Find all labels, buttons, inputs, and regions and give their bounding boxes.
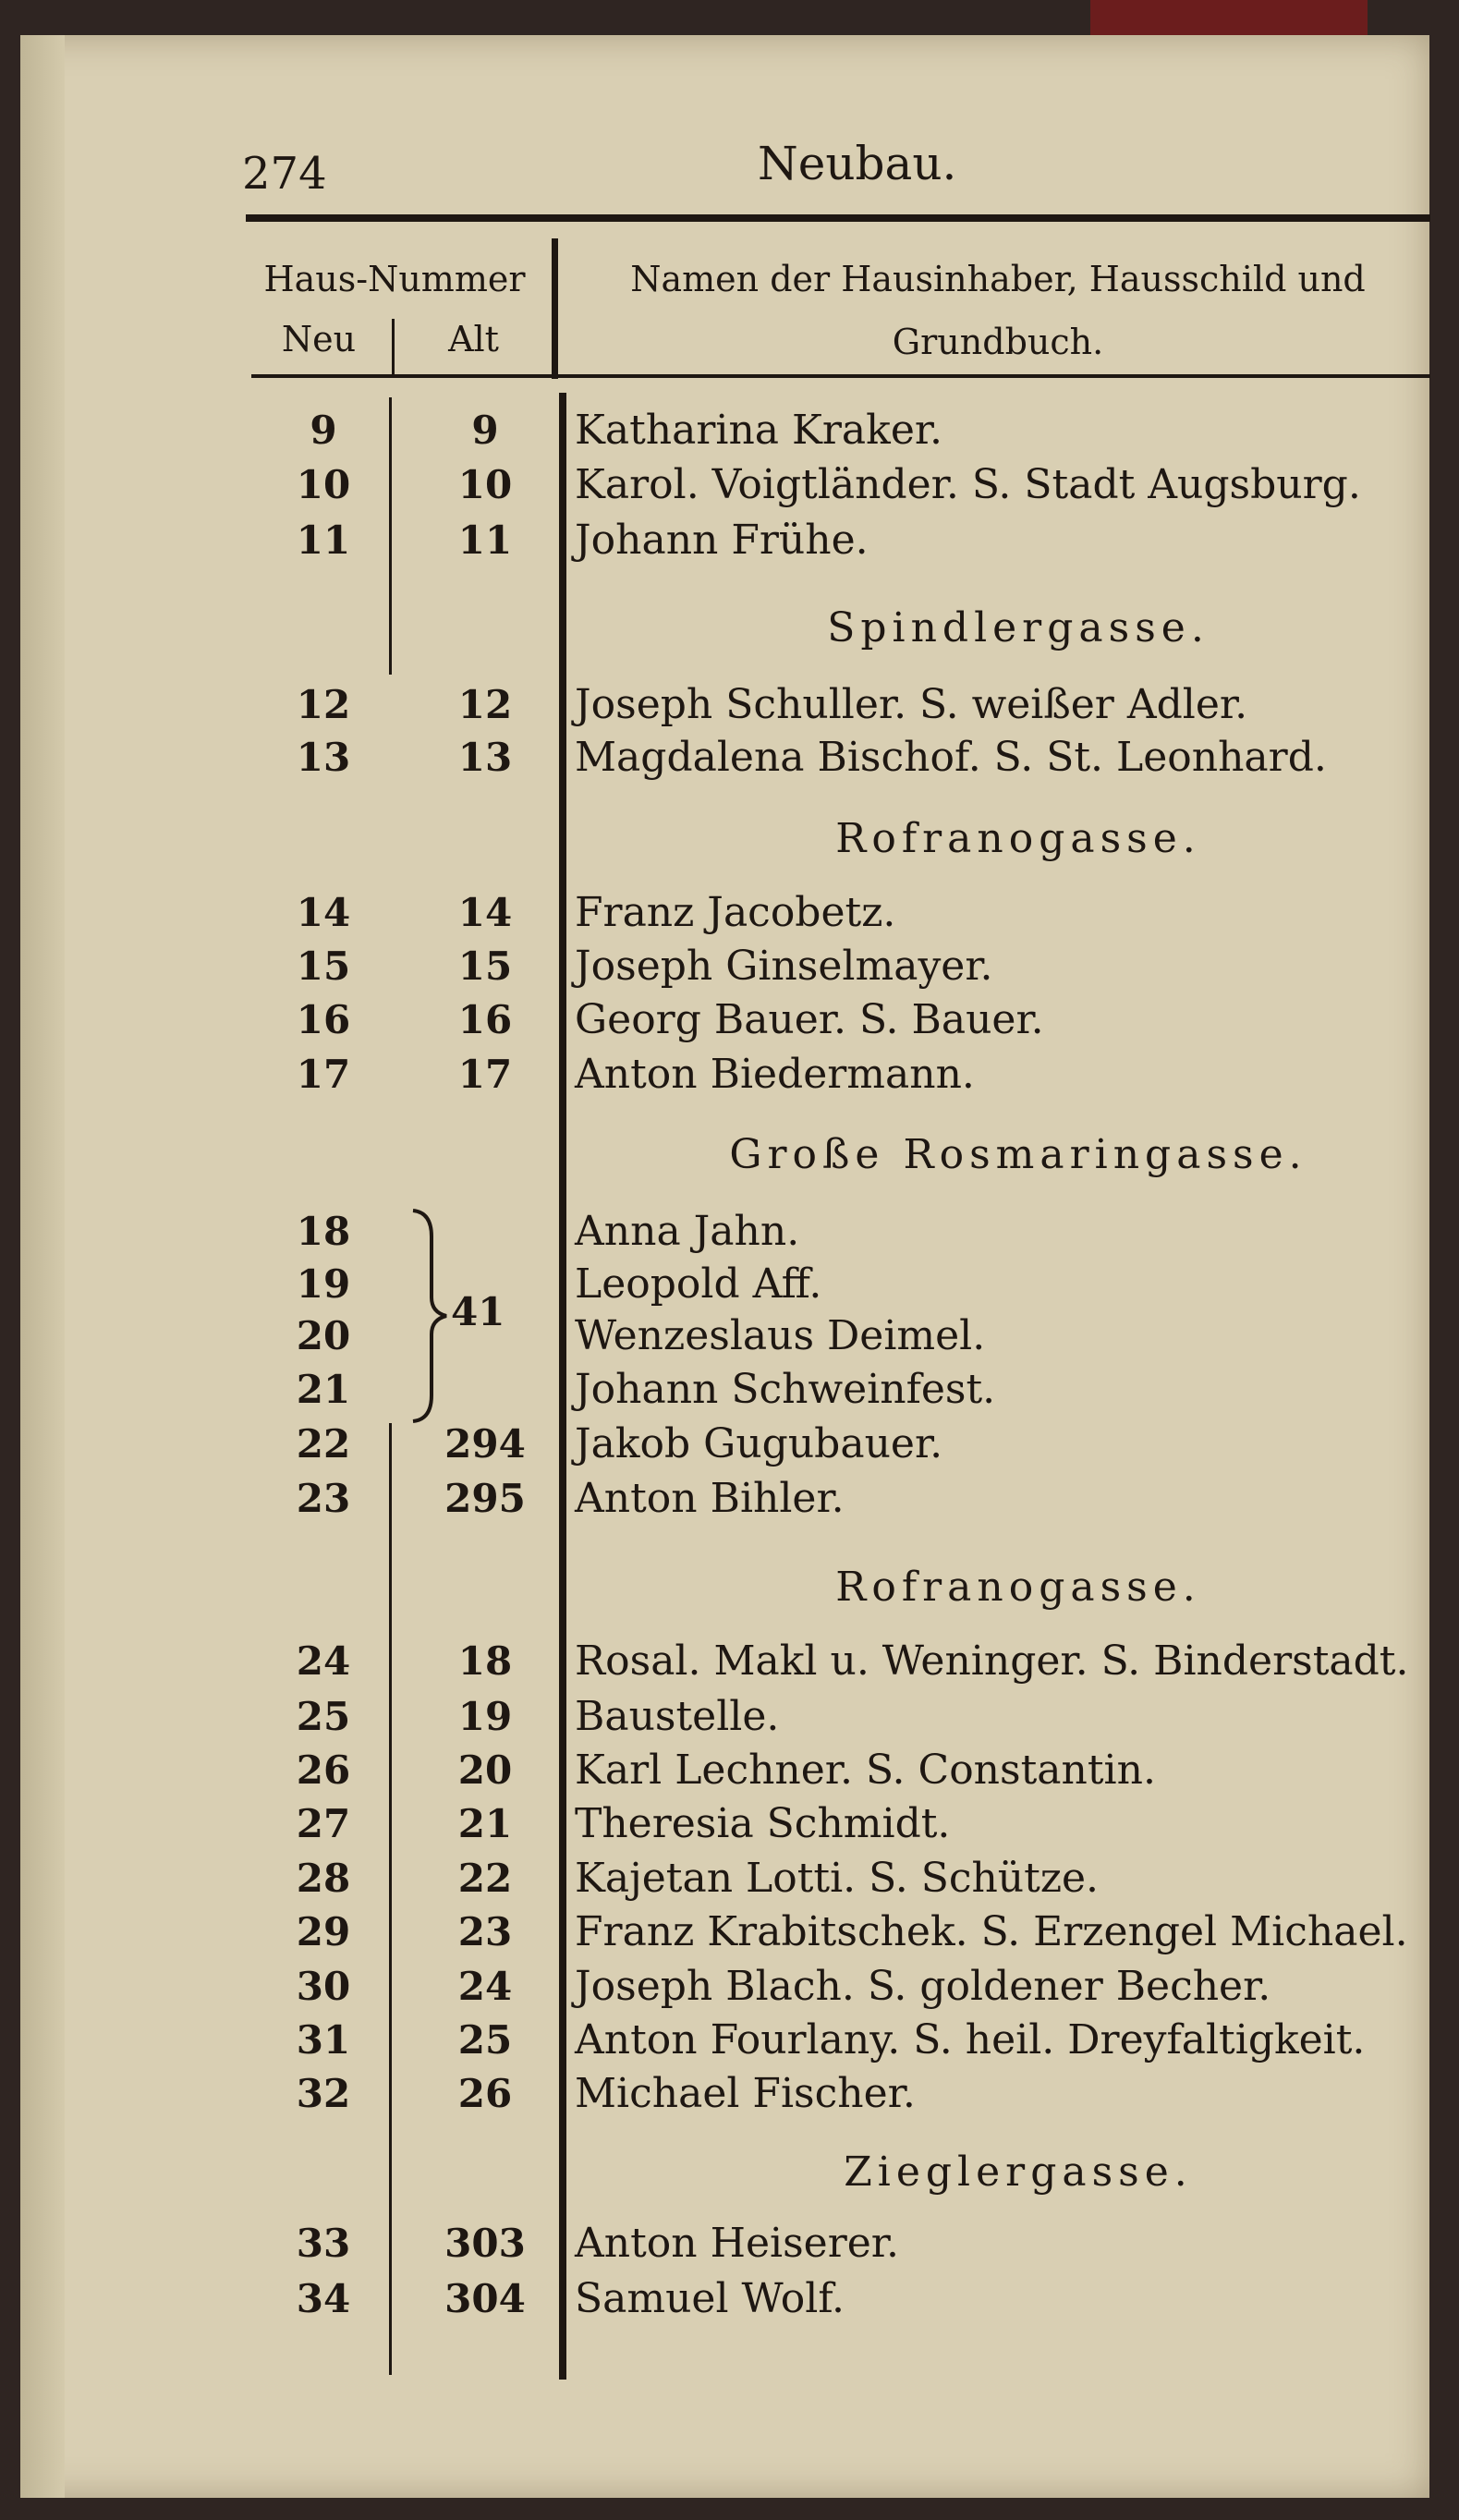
new-number: 13 — [296, 735, 351, 780]
page-number: 274 — [242, 148, 327, 200]
owner-entry: Katharina Kraker. — [575, 407, 943, 454]
old-number: 19 — [457, 1694, 513, 1739]
table-row — [0, 1853, 1459, 1905]
table-row — [0, 1206, 1459, 1258]
old-number: 24 — [457, 1964, 513, 2009]
old-number: 13 — [457, 735, 513, 780]
old-number: 25 — [457, 2017, 513, 2063]
new-number: 25 — [296, 1694, 351, 1739]
owner-entry: Leopold Aff. — [575, 1260, 822, 1308]
header-bottom-rule — [251, 374, 1430, 378]
street-heading — [0, 603, 1459, 654]
old-number: 9 — [471, 408, 499, 453]
new-number: 24 — [296, 1638, 351, 1684]
table-row — [0, 1473, 1459, 1525]
owner-entry: Baustelle. — [575, 1693, 780, 1740]
owner-entry: Joseph Blach. S. goldener Becher. — [575, 1963, 1271, 2010]
new-number: 26 — [296, 1747, 351, 1793]
old-number: 20 — [457, 1747, 513, 1793]
new-number: 23 — [296, 1476, 351, 1521]
house-number-header: Haus-Nummer — [263, 259, 526, 299]
table-row — [0, 1961, 1459, 2013]
owner-entry: Theresia Schmidt. — [575, 1800, 951, 1847]
owner-entry: Franz Jacobetz. — [575, 889, 896, 936]
owner-entry: Michael Fischer. — [575, 2070, 916, 2117]
owner-entry: Anna Jahn. — [575, 1208, 800, 1255]
owner-entry: Johann Frühe. — [575, 517, 869, 564]
table-row — [0, 1745, 1459, 1796]
table-row — [0, 1691, 1459, 1743]
street-name: Rofranogasse. — [835, 1564, 1201, 1611]
names-header: Namen der Hausinhaber, Hausschild und Grundbuch. — [630, 259, 1366, 362]
street-name: Große Rosmaringasse. — [729, 1131, 1307, 1178]
owner-entry: Karol. Voigtländer. S. Stadt Augsburg. — [575, 461, 1361, 508]
table-row — [0, 2273, 1459, 2325]
new-number: 14 — [296, 890, 351, 935]
neu-alt-divider — [392, 319, 395, 374]
old-number: 11 — [457, 517, 513, 563]
owner-entry: Anton Heiserer. — [575, 2220, 899, 2267]
new-number: 10 — [296, 462, 351, 507]
table-row — [0, 1049, 1459, 1101]
owner-entry: Johann Schweinfest. — [575, 1366, 996, 1413]
owner-entry: Samuel Wolf. — [575, 2275, 845, 2322]
street-heading — [0, 813, 1459, 865]
new-number: 22 — [296, 1421, 351, 1467]
owner-entry: Rosal. Makl u. Weninger. S. Binderstadt. — [575, 1637, 1409, 1685]
street-name: Zieglergasse. — [844, 2149, 1193, 2196]
table-row — [0, 941, 1459, 992]
street-name: Rofranogasse. — [835, 815, 1201, 862]
old-number: 10 — [457, 462, 513, 507]
table-row — [0, 732, 1459, 784]
new-number: 15 — [296, 943, 351, 989]
owner-entry: Jakob Gugubauer. — [575, 1420, 943, 1467]
owner-entry: Karl Lechner. S. Constantin. — [575, 1747, 1156, 1794]
street-heading — [0, 1562, 1459, 1613]
owner-entry: Joseph Schuller. S. weißer Adler. — [575, 681, 1248, 728]
new-number: 28 — [296, 1856, 351, 1901]
table-row — [0, 2068, 1459, 2120]
table-row — [0, 515, 1459, 566]
table-row — [0, 2015, 1459, 2066]
old-number: 295 — [444, 1476, 526, 1521]
owner-entry: Magdalena Bischof. S. St. Leonhard. — [575, 734, 1327, 781]
street-name: Spindlergasse. — [827, 604, 1210, 651]
new-number: 31 — [296, 2017, 351, 2063]
owner-entry: Kajetan Lotti. S. Schütze. — [575, 1855, 1100, 1902]
new-number: 20 — [296, 1313, 351, 1358]
table-row — [0, 2218, 1459, 2270]
owner-entry: Anton Biedermann. — [575, 1051, 975, 1098]
old-number: 12 — [457, 682, 513, 727]
new-number: 34 — [296, 2276, 351, 2321]
street-heading — [0, 2147, 1459, 2198]
old-number: 21 — [457, 1801, 513, 1846]
table-row — [0, 1259, 1459, 1310]
old-number: 15 — [457, 943, 513, 989]
grouped-old-number: 41 — [451, 1289, 505, 1334]
owner-entry: Georg Bauer. S. Bauer. — [575, 996, 1044, 1043]
new-number: 29 — [296, 1909, 351, 1954]
new-number: 30 — [296, 1964, 351, 2009]
table-row — [0, 887, 1459, 939]
street-heading — [0, 1129, 1459, 1181]
old-header: Alt — [448, 319, 499, 359]
table-row — [0, 1364, 1459, 1416]
owner-entry: Anton Fourlany. S. heil. Dreyfaltigkeit. — [575, 2016, 1366, 2063]
new-number: 33 — [296, 2221, 351, 2266]
table-row — [0, 1798, 1459, 1850]
new-number: 9 — [310, 408, 337, 453]
new-number: 11 — [296, 517, 351, 563]
new-number: 16 — [296, 997, 351, 1042]
new-number: 18 — [296, 1209, 351, 1254]
new-header: Neu — [281, 319, 357, 359]
table-row — [0, 1636, 1459, 1687]
table-row — [0, 1906, 1459, 1958]
table-row — [0, 1310, 1459, 1362]
new-number: 27 — [296, 1801, 351, 1846]
table-row — [0, 1418, 1459, 1470]
old-number: 17 — [457, 1052, 513, 1097]
new-number: 12 — [296, 682, 351, 727]
brace-icon — [411, 1209, 448, 1423]
old-number: 294 — [444, 1421, 526, 1467]
new-number: 21 — [296, 1367, 351, 1412]
table-row — [0, 679, 1459, 731]
old-number: 16 — [457, 997, 513, 1042]
old-number: 14 — [457, 890, 513, 935]
owner-entry: Joseph Ginselmayer. — [575, 943, 993, 990]
table-row — [0, 405, 1459, 457]
old-number: 18 — [457, 1638, 513, 1684]
table-row — [0, 994, 1459, 1046]
new-number: 32 — [296, 2071, 351, 2116]
owner-entry: Franz Krabitschek. S. Erzengel Michael. — [575, 1908, 1408, 1955]
new-number: 17 — [296, 1052, 351, 1097]
table-row — [0, 459, 1459, 511]
old-number: 304 — [444, 2276, 526, 2321]
ribbon — [1090, 0, 1368, 37]
header-divider — [552, 238, 558, 379]
old-number: 23 — [457, 1909, 513, 1954]
new-number: 19 — [296, 1261, 351, 1307]
top-rule — [246, 214, 1430, 222]
owner-entry: Wenzeslaus Deimel. — [575, 1312, 986, 1359]
owner-entry: Anton Bihler. — [575, 1475, 845, 1522]
running-title: Neubau. — [758, 137, 957, 190]
old-number: 22 — [457, 1856, 513, 1901]
old-number: 26 — [457, 2071, 513, 2116]
old-number: 303 — [444, 2221, 526, 2266]
